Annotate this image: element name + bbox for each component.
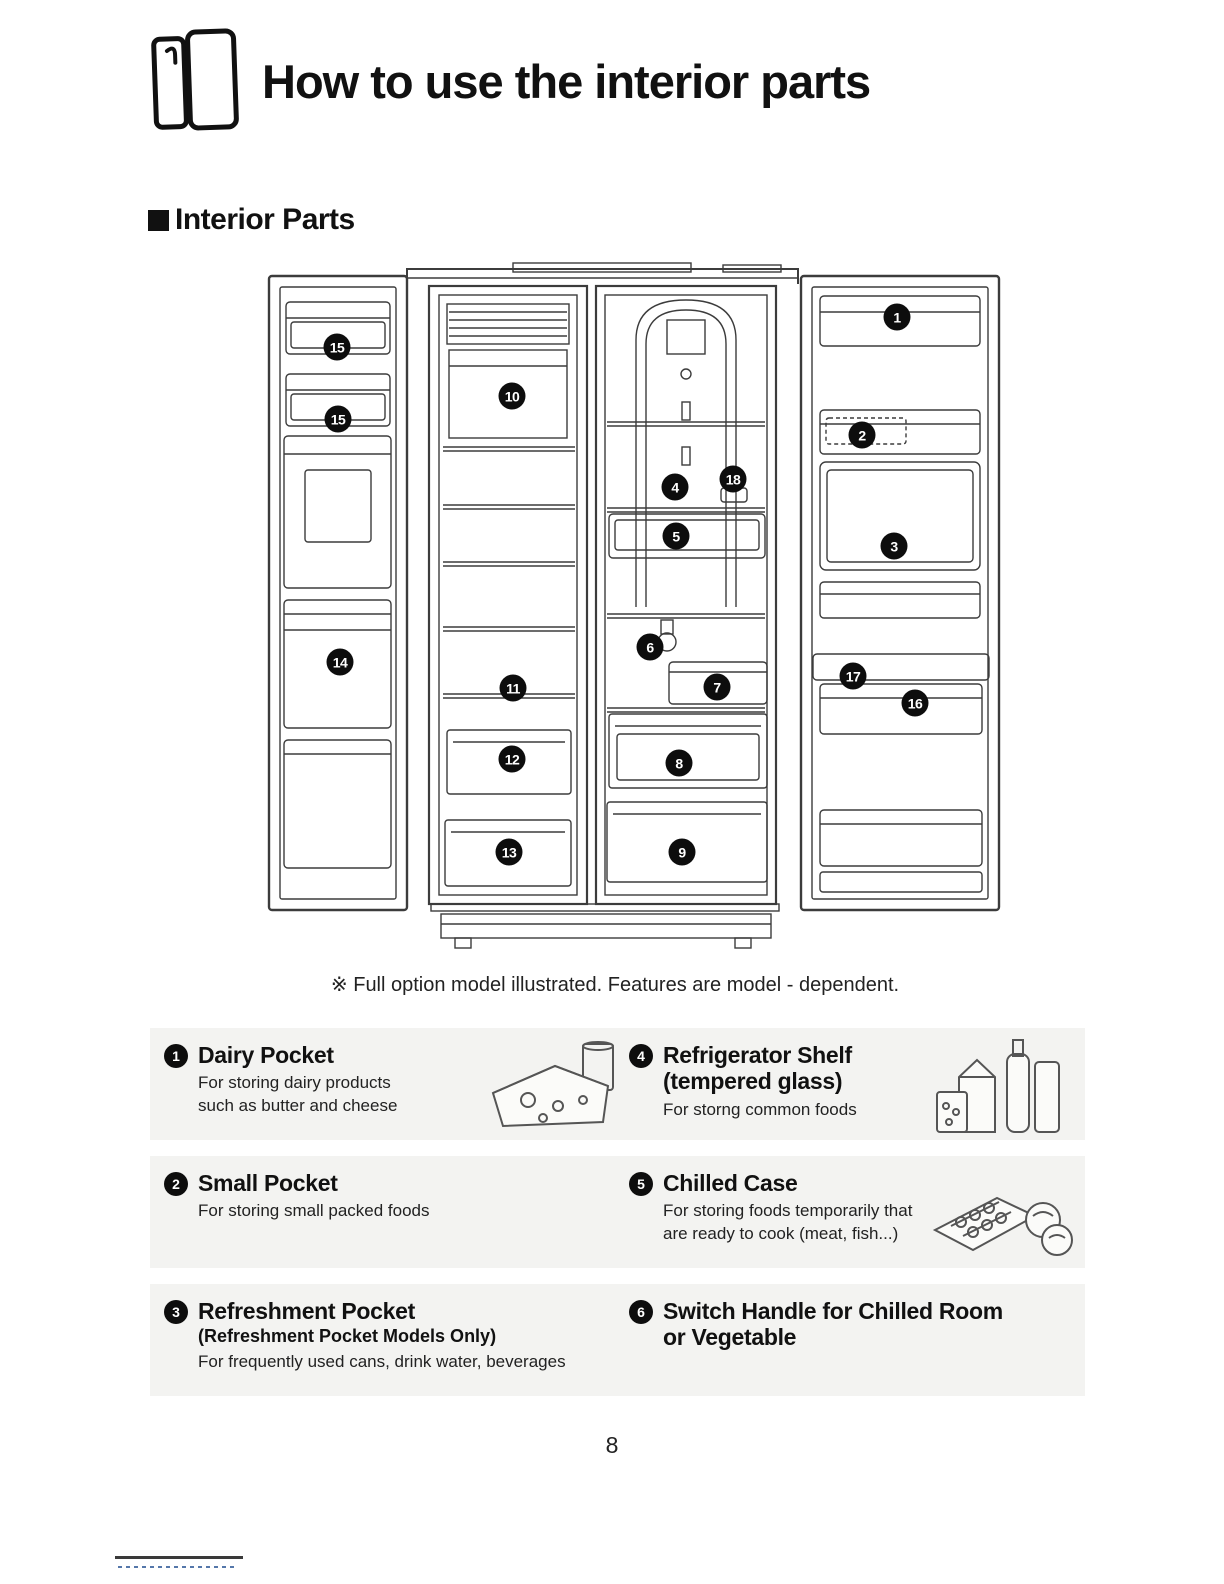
diagram-callout-9: 9 xyxy=(669,839,696,866)
diagram-callout-11: 11 xyxy=(500,675,527,702)
legend-item-title2: or Vegetable xyxy=(663,1324,797,1351)
legend-item-refreshment-pocket xyxy=(164,1298,629,1378)
section-title: Interior Parts xyxy=(175,203,355,236)
item-number-badge: 1 xyxy=(164,1044,188,1068)
diagram-callout-5: 5 xyxy=(663,523,690,550)
diagram-callout-12: 12 xyxy=(499,746,526,773)
diagram-callout-14: 14 xyxy=(327,649,354,676)
legend-item-title: Refreshment Pocket xyxy=(198,1298,416,1324)
bottles-illustration xyxy=(929,1032,1069,1142)
diagram-callout-13: 13 xyxy=(496,839,523,866)
diagram-callout-6: 6 xyxy=(637,634,664,661)
legend-item-switch-handle xyxy=(629,1298,1075,1378)
diagram-callout-8: 8 xyxy=(666,750,693,777)
page-number: 8 xyxy=(605,1432,619,1458)
diagram-callout-10: 10 xyxy=(499,383,526,410)
legend-item-title: Chilled Case xyxy=(663,1170,798,1196)
legend-item-desc: For storing dairy products such as butter and cheese xyxy=(198,1073,398,1115)
legend-item-desc: For frequently used cans, drink water, beverages xyxy=(198,1352,566,1372)
legend-item-subtitle: (Refreshment Pocket Models Only) xyxy=(198,1326,497,1347)
food-illustration xyxy=(927,1168,1077,1268)
item-number-badge: 2 xyxy=(164,1172,188,1196)
section-heading xyxy=(148,203,355,237)
scan-artifact-line xyxy=(115,1556,243,1559)
item-number-badge: 4 xyxy=(629,1044,653,1068)
fridge-logo-icon xyxy=(146,26,246,135)
diagram-callout-18: 18 xyxy=(720,466,747,493)
legend-item-title: Dairy Pocket xyxy=(198,1042,334,1068)
diagram-callout-1: 1 xyxy=(884,304,911,331)
refrigerator-diagram xyxy=(255,262,1015,962)
legend-item-desc: For storing foods temporarily that are ready to cook (meat, fish...) xyxy=(663,1201,913,1243)
legend-band-2 xyxy=(150,1156,1085,1268)
diagram-callout-4: 4 xyxy=(662,474,689,501)
legend-item-desc: For storng common foods xyxy=(663,1099,857,1119)
diagram-callout-17: 17 xyxy=(840,663,867,690)
legend-item-desc: For storing small packed foods xyxy=(198,1201,430,1221)
legend xyxy=(150,1028,1085,1412)
diagram-note: ※ Full option model illustrated. Features are model - dependent. xyxy=(330,974,900,996)
diagram-callout-16: 16 xyxy=(902,690,929,717)
item-number-badge: 3 xyxy=(164,1300,188,1324)
legend-item-title: Refrigerator Shelf xyxy=(663,1042,852,1068)
legend-item-small-pocket xyxy=(164,1170,629,1250)
diagram-callout-15a: 15 xyxy=(324,334,351,361)
scan-artifact-dots xyxy=(118,1566,236,1568)
item-number-badge: 5 xyxy=(629,1172,653,1196)
diagram-callout-3: 3 xyxy=(881,533,908,560)
section-marker xyxy=(148,210,169,231)
legend-item-title: Switch Handle for Chilled Room xyxy=(663,1298,1003,1324)
diagram-callout-2: 2 xyxy=(849,422,876,449)
cheese-illustration xyxy=(483,1038,633,1138)
legend-band-3 xyxy=(150,1284,1085,1396)
legend-item-title: Small Pocket xyxy=(198,1170,338,1196)
legend-item-refrigerator-shelf xyxy=(629,1042,1075,1122)
diagram-callout-7: 7 xyxy=(704,674,731,701)
legend-item-title2: (tempered glass) xyxy=(663,1068,843,1095)
header xyxy=(148,28,870,134)
item-number-badge: 6 xyxy=(629,1300,653,1324)
page-title: How to use the interior parts xyxy=(262,54,871,108)
refrigerator-line-art xyxy=(255,262,1015,962)
diagram-callout-15b: 15 xyxy=(325,406,352,433)
legend-band-1 xyxy=(150,1028,1085,1140)
legend-item-dairy-pocket xyxy=(164,1042,629,1122)
legend-item-chilled-case xyxy=(629,1170,1075,1250)
